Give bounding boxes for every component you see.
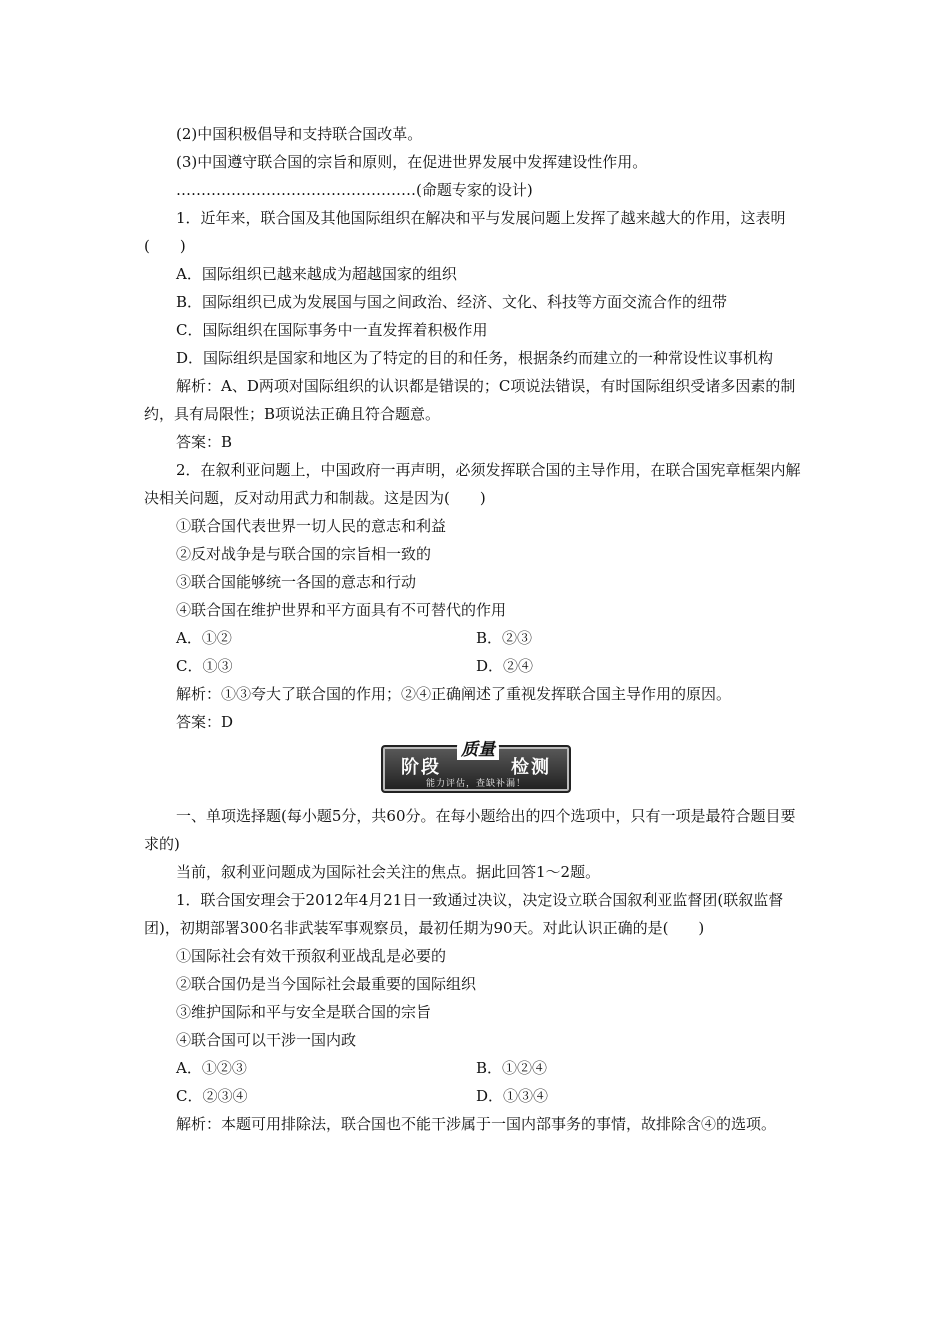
option-c: C．①③ xyxy=(176,657,233,675)
text-line: (3)中国遵守联合国的宗旨和原则，在促进世界发展中发挥建设性作用。 xyxy=(176,153,648,171)
option-d: D．②④ xyxy=(476,657,534,675)
option-a: A．①②③ xyxy=(176,1059,247,1077)
statement-2: ②反对战争是与联合国的宗旨相一致的 xyxy=(176,545,432,563)
option-a: A．①② xyxy=(176,629,232,647)
question-3-analysis: 解析：本题可用排除法，联合国也不能干涉属于一国内部事务的事情，故排除含④的选项。 xyxy=(176,1115,777,1133)
section-divider-label: …………………………………………(命题专家的设计) xyxy=(176,181,533,199)
banner-subtitle: 能力评估，查缺补漏！ xyxy=(425,779,526,789)
statement-3: ③联合国能够统一各国的意志和行动 xyxy=(176,573,417,591)
question-2-stem: 2．在叙利亚问题上，中国政府一再声明，必须发挥联合国的主导作用，在联合国宪章框架内解决相关问题，反对动用武力和制裁。这是因为( ) xyxy=(144,461,801,507)
banner-right-text: 检测 xyxy=(511,757,551,778)
banner-center-text: 质量 xyxy=(457,733,499,760)
option-a: A．国际组织已越来越成为超越国家的组织 xyxy=(176,265,457,283)
section-banner xyxy=(144,740,808,798)
section-intro: 当前，叙利亚问题成为国际社会关注的焦点。据此回答1～2题。 xyxy=(176,863,601,881)
option-b: B．②③ xyxy=(476,629,533,647)
banner-logo xyxy=(381,740,571,793)
options-row xyxy=(144,624,808,652)
banner-left-text: 阶段 xyxy=(401,757,441,778)
option-c: C．②③④ xyxy=(176,1087,248,1105)
option-b: B．国际组织已成为发展国与国之间政治、经济、文化、科技等方面交流合作的纽带 xyxy=(176,293,728,311)
options-row xyxy=(144,652,808,680)
statement-1: ①国际社会有效干预叙利亚战乱是必要的 xyxy=(176,947,447,965)
option-d: D．国际组织是国家和地区为了特定的目的和任务，根据条约而建立的一种常设性议事机构 xyxy=(176,349,774,367)
text-line: (2)中国积极倡导和支持联合国改革。 xyxy=(176,125,423,143)
statement-1: ①联合国代表世界一切人民的意志和利益 xyxy=(176,517,447,535)
document-body xyxy=(144,120,808,1138)
question-1-analysis: 解析：A、D两项对国际组织的认识都是错误的；C项说法错误，有时国际组织受诸多因素的制约，具有局限性；B项说法正确且符合题意。 xyxy=(144,377,796,423)
statement-2: ②联合国仍是当今国际社会最重要的国际组织 xyxy=(176,975,477,993)
statement-3: ③维护国际和平与安全是联合国的宗旨 xyxy=(176,1003,432,1021)
options-row xyxy=(144,1082,808,1110)
question-1-stem: 1．近年来，联合国及其他国际组织在解决和平与发展问题上发挥了越来越大的作用，这表明( ) xyxy=(144,209,786,255)
options-row xyxy=(144,1054,808,1082)
question-3-stem: 1．联合国安理会于2012年4月21日一致通过决议，决定设立联合国叙利亚监督团(联叙监督团)，初期部署300名非武装军事观察员，最初任期为90天。对此认识正确的是( ) xyxy=(144,891,784,937)
section-heading: 一、单项选择题(每小题5分，共60分。在每小题给出的四个选项中，只有一项是最符合题目要求的) xyxy=(144,807,796,853)
option-c: C．国际组织在国际事务中一直发挥着积极作用 xyxy=(176,321,488,339)
option-d: D．①③④ xyxy=(476,1087,549,1105)
statement-4: ④联合国可以干涉一国内政 xyxy=(176,1031,357,1049)
statement-4: ④联合国在维护世界和平方面具有不可替代的作用 xyxy=(176,601,507,619)
question-1-answer: 答案：B xyxy=(176,433,233,451)
question-2-answer: 答案：D xyxy=(176,713,234,731)
option-b: B．①②④ xyxy=(476,1059,548,1077)
question-2-analysis: 解析：①③夸大了联合国的作用；②④正确阐述了重视发挥联合国主导作用的原因。 xyxy=(176,685,732,703)
